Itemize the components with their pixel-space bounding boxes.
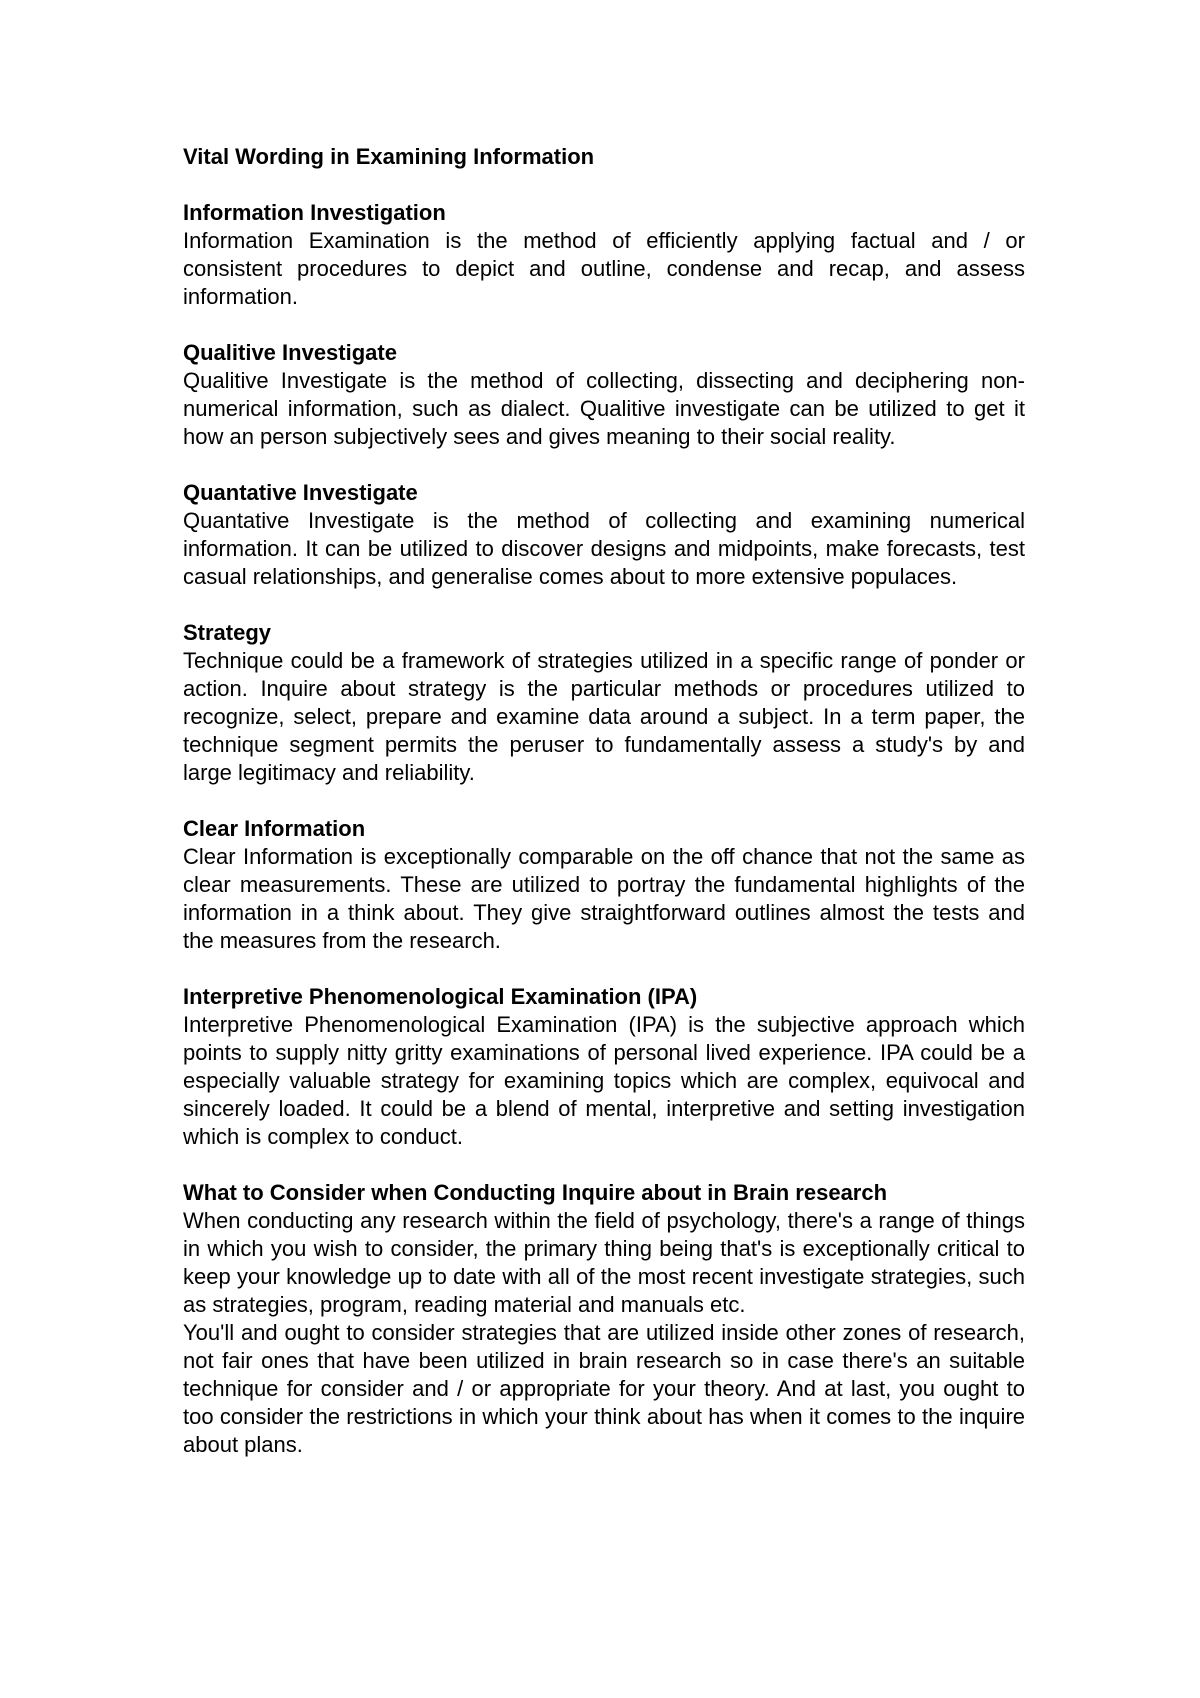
section-paragraph: When conducting any research within the field of psychology, there's a range of things in which you wish to consider, the primary thing being that's is exceptionally critical to keep your knowledge up to date with all of the most recent investigate strategies, such as strategies, program, reading material and manuals etc. [183,1208,1025,1317]
document-page [183,143,1025,1487]
section-heading: Strategy [183,620,272,645]
section-heading: Qualitive Investigate [183,340,397,365]
section-clear-information [183,815,1025,955]
section-heading: Clear Information [183,816,366,841]
section-paragraph: Quantative Investigate is the method of collecting and examining numerical information. It can be utilized to discover designs and midpoints, make forecasts, test casual relationships, and generalise comes about to more extensive populaces. [183,508,1025,589]
section-qualitive-investigate [183,339,1025,451]
section-paragraph: Interpretive Phenomenological Examination (IPA) is the subjective approach which points to supply nitty gritty examinations of personal lived experience. IPA could be a especially valuable strategy for examining topics which are complex, equivocal and sincerely loaded. It could be a blend of mental, interpretive and setting investigation which is complex to conduct. [183,1012,1025,1149]
section-strategy [183,619,1025,787]
section-information-investigation [183,199,1025,311]
section-what-to-consider [183,1179,1025,1459]
section-paragraph: Information Examination is the method of efficiently applying factual and / or consistent procedures to depict and outline, condense and recap, and assess information. [183,228,1025,309]
section-paragraph: You'll and ought to consider strategies that are utilized inside other zones of research, not fair ones that have been utilized in brain research so in case there's an suitable technique for consider and / or appropriate for your theory. And at last, you ought to too consider the restrictions in which your think about has when it comes to the inquire about plans. [183,1320,1025,1457]
section-heading: Interpretive Phenomenological Examination (IPA) [183,984,698,1009]
section-paragraph: Qualitive Investigate is the method of collecting, dissecting and deciphering non-numerical information, such as dialect. Qualitive investigate can be utilized to get it how an person subjectively sees and gives meaning to their social reality. [183,368,1025,449]
section-ipa [183,983,1025,1151]
section-heading: What to Consider when Conducting Inquire about in Brain research [183,1180,888,1205]
document-title: Vital Wording in Examining Information [183,144,595,169]
section-paragraph: Technique could be a framework of strategies utilized in a specific range of ponder or action. Inquire about strategy is the particular methods or procedures utilized to recognize, select, prepare and examine data around a subject. In a term paper, the technique segment permits the peruser to fundamentally assess a study's by and large legitimacy and reliability. [183,648,1025,785]
section-heading: Quantative Investigate [183,480,418,505]
section-quantative-investigate [183,479,1025,591]
section-heading: Information Investigation [183,200,446,225]
section-paragraph: Clear Information is exceptionally comparable on the off chance that not the same as clear measurements. These are utilized to portray the fundamental highlights of the information in a think about. They give straightforward outlines almost the tests and the measures from the research. [183,844,1025,953]
